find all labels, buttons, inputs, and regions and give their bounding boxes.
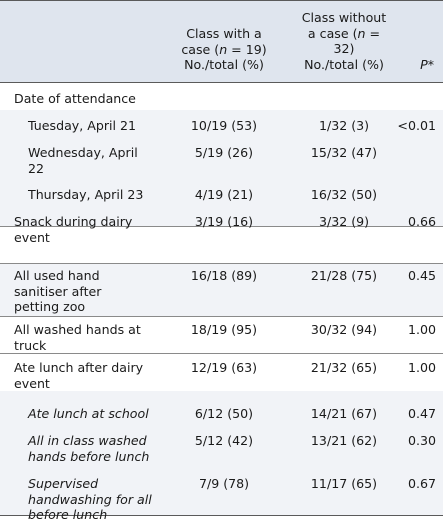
row-label: Thursday, April 23 — [28, 187, 144, 202]
cell-with-case: 3/19 (16) — [194, 214, 254, 229]
cell-without-case: 13/21 (62) — [310, 433, 378, 448]
cell-with-case: 10/19 (53) — [190, 118, 258, 133]
cell-without-case: 21/28 (75) — [310, 268, 378, 283]
cell-p-value: 0.45 — [407, 268, 436, 283]
header-col-p-letter: P — [420, 57, 428, 72]
row-label: Ate lunch after dairy event — [14, 360, 144, 391]
cell-with-case: 5/12 (42) — [194, 433, 254, 448]
cell-without-case: 3/32 (9) — [318, 214, 370, 229]
header-col-without-case-eq: = — [365, 25, 381, 41]
header-col-p — [390, 57, 434, 73]
header-col-without-case — [288, 10, 400, 72]
cell-without-case: 11/17 (65) — [310, 476, 378, 491]
header-col-with-case-n: n — [219, 41, 228, 57]
cell-with-case: 16/18 (89) — [190, 268, 258, 283]
cell-p-value: 0.47 — [407, 406, 436, 421]
cell-without-case: 15/32 (47) — [310, 145, 378, 160]
row-label: Date of attendance — [14, 91, 136, 106]
header-col-with-case-line2 — [168, 42, 280, 58]
row-label: Snack during dairy event — [14, 214, 133, 245]
cell-p-value: 1.00 — [407, 322, 436, 337]
header-col-without-case-line4: No./total (%) — [304, 56, 384, 72]
header-col-with-case-line1: Class with a — [186, 26, 262, 41]
cell-without-case: 21/32 (65) — [310, 360, 378, 375]
header-col-without-case-prefix: a case ( — [307, 25, 358, 41]
cell-without-case: 16/32 (50) — [310, 187, 378, 202]
row-label: All used hand sanitiser after petting zoo — [14, 268, 102, 314]
header-col-with-case — [168, 26, 280, 73]
header-col-without-case-line3: 32) — [333, 41, 355, 56]
header-col-without-case-n: n — [357, 25, 366, 41]
cell-with-case: 18/19 (95) — [190, 322, 258, 337]
cell-with-case: 7/9 (78) — [198, 476, 250, 491]
cell-p-value: 0.30 — [407, 433, 436, 448]
row-label: All in class washed hands before lunch — [28, 433, 150, 464]
cell-p-value: <0.01 — [397, 118, 436, 133]
header-col-without-case-line1: Class without — [301, 10, 387, 25]
cell-without-case: 1/32 (3) — [318, 118, 370, 133]
row-label: Supervised handwashing for all before lunch — [28, 476, 152, 522]
cell-without-case: 30/32 (94) — [310, 322, 378, 337]
row-label: Tuesday, April 21 — [28, 118, 137, 133]
cell-p-value: 0.67 — [407, 476, 436, 491]
cell-without-case: 14/21 (67) — [310, 406, 378, 421]
header-col-with-case-line3: No./total (%) — [184, 57, 264, 72]
row-label: Wednesday, April 22 — [28, 145, 138, 176]
cell-p-value: 1.00 — [407, 360, 436, 375]
header-col-with-case-prefix: case ( — [181, 41, 220, 57]
cell-p-value: 0.66 — [407, 214, 436, 229]
cell-with-case: 6/12 (50) — [194, 406, 254, 421]
cell-with-case: 4/19 (21) — [194, 187, 254, 202]
top-rule — [0, 0, 443, 1]
row-label: All washed hands at truck — [14, 322, 141, 353]
cell-with-case: 5/19 (26) — [194, 145, 254, 160]
cell-with-case: 12/19 (63) — [190, 360, 258, 375]
header-col-with-case-suffix: = 19) — [227, 41, 267, 57]
header-rule — [0, 82, 443, 83]
header-col-p-star: * — [427, 57, 434, 72]
header-col-without-case-line2 — [288, 26, 400, 42]
row-label: Ate lunch at school — [28, 406, 149, 421]
